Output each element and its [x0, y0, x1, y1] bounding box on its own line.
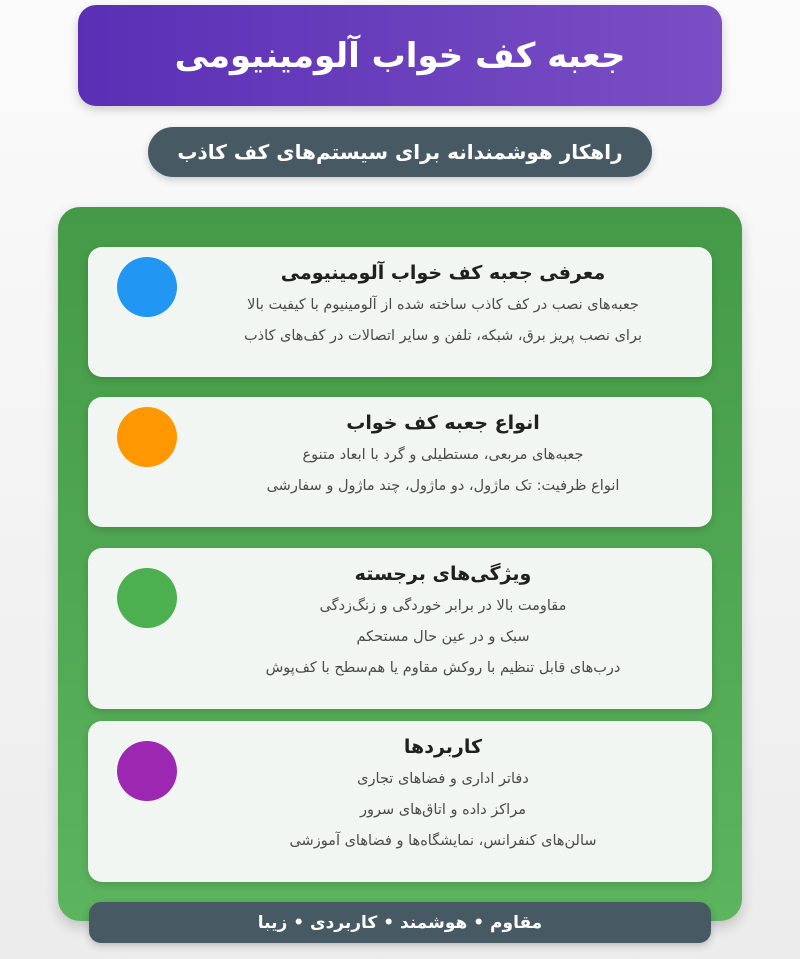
- card-applications-line-1: دفاتر اداری و فضاهای تجاری: [357, 771, 529, 787]
- footer-tagline: مقاوم • هوشمند • کاربردی • زیبا: [257, 912, 543, 933]
- card-types-dot: [117, 407, 177, 467]
- card-applications-title: کاربردها: [403, 736, 483, 758]
- card-features: [88, 548, 712, 709]
- card-features-line-3: درب‌های قابل تنظیم با روکش مقاوم یا هم‌سطح با کف‌پوش: [265, 660, 621, 676]
- card-intro-line-2: برای نصب پریز برق، شبکه، تلفن و سایر اتصالات در کف‌های کاذب: [244, 328, 642, 344]
- card-features-dot: [117, 568, 177, 628]
- card-applications-content: [188, 734, 698, 857]
- page-title: جعبه کف خواب آلومینیومی: [174, 35, 626, 76]
- card-features-content: [188, 561, 698, 684]
- card-applications-dot: [117, 741, 177, 801]
- card-applications: [88, 721, 712, 882]
- card-intro-content: [188, 260, 698, 352]
- card-types-title: انواع جعبه کف خواب: [346, 412, 540, 434]
- card-intro: [88, 247, 712, 377]
- card-types: [88, 397, 712, 527]
- card-types-line-2: انواع ظرفیت: تک ماژول، دو ماژول، چند ماژول و سفارشی: [266, 478, 620, 494]
- subtitle-pill: [148, 127, 652, 177]
- card-intro-title: معرفی جعبه کف خواب آلومینیومی: [280, 262, 606, 284]
- card-features-line-1: مقاومت بالا در برابر خوردگی و زنگ‌زدگی: [319, 598, 567, 614]
- card-intro-line-1: جعبه‌های نصب در کف کاذب ساخته شده از آلومینیوم با کیفیت بالا: [247, 297, 639, 313]
- card-applications-line-2: مراکز داده و اتاق‌های سرور: [360, 802, 526, 818]
- card-applications-line-3: سالن‌های کنفرانس، نمایشگاه‌ها و فضاهای آموزشی: [289, 833, 597, 849]
- page-subtitle: راهکار هوشمندانه برای سیستم‌های کف کاذب: [177, 140, 623, 164]
- card-intro-dot: [117, 257, 177, 317]
- title-banner: [78, 5, 722, 106]
- card-features-line-2: سبک و در عین حال مستحکم: [356, 629, 530, 645]
- card-types-content: [188, 410, 698, 502]
- card-features-title: ویژگی‌های برجسته: [354, 563, 532, 585]
- footer-pill: [89, 902, 711, 943]
- card-types-line-1: جعبه‌های مربعی، مستطیلی و گرد با ابعاد متنوع: [302, 447, 584, 463]
